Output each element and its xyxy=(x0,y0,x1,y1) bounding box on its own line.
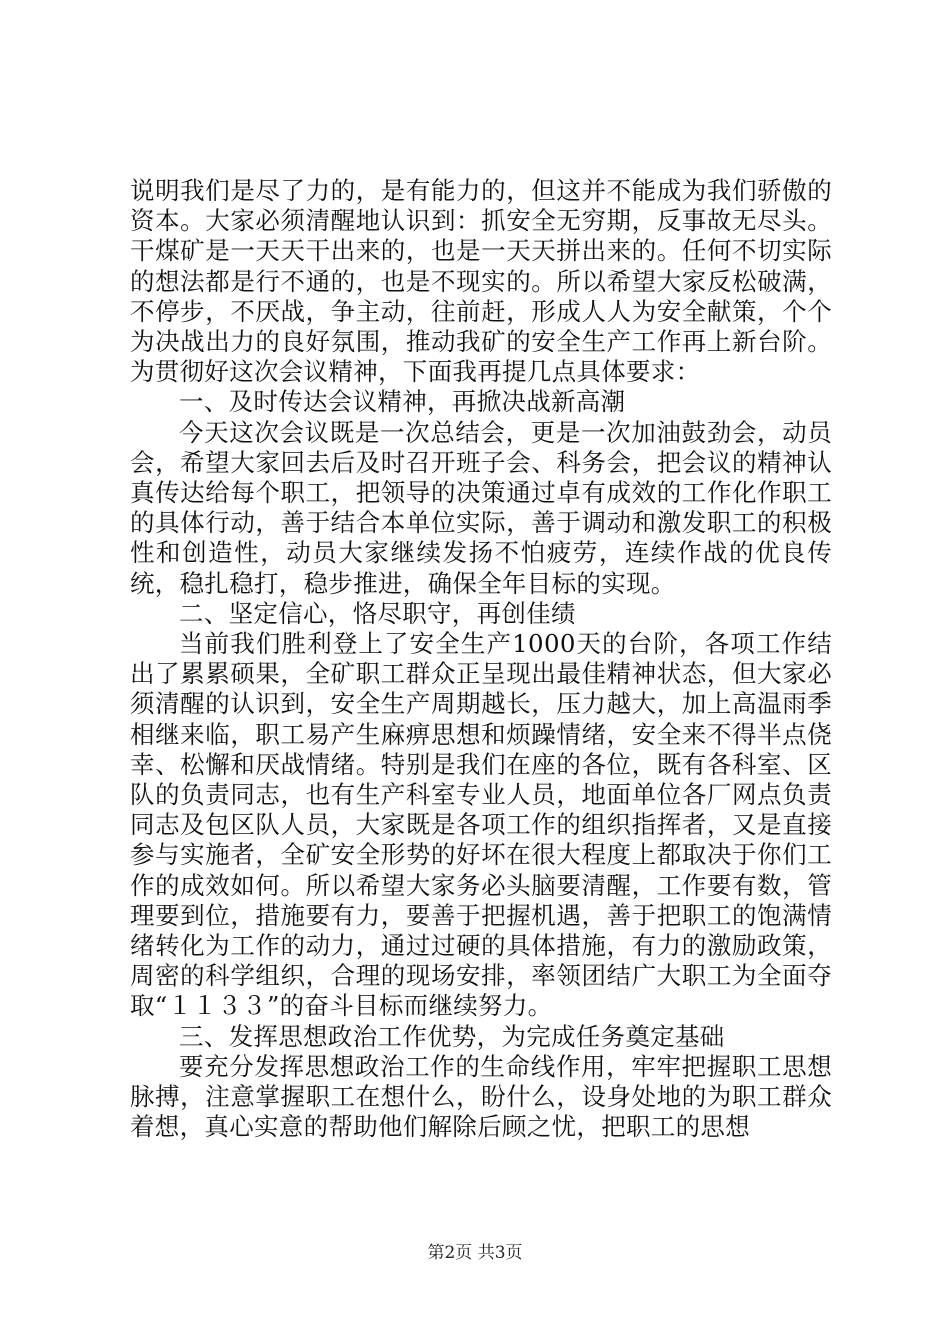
page-number-footer: 第2页 共3页 xyxy=(427,1243,523,1263)
paragraph-section-3: 要充分发挥思想政治工作的生命线作用，牢牢把握职工思想脉搏，注意掌握职工在想什么，盼什么，设身处地的为职工群众着想，真心实意的帮助他们解除后顾之忧，把职工的思想 xyxy=(130,1051,832,1142)
section-heading-3: 三、发挥思想政治工作优势，为完成任务奠定基础 xyxy=(179,1021,725,1051)
section-heading-1: 一、及时传达会议精神，再掀决战新高潮 xyxy=(179,387,626,417)
paragraph-section-2: 当前我们胜利登上了安全生产1000天的台阶，各项工作结出了累累硕果，全矿职工群众正呈现出最佳精神状态，但大家必须清醒的认识到，安全生产周期越长，压力越大，加上高温雨季相继来临，职工易产生麻痹思想和烦躁情绪，安全来不得半点侥幸、松懈和厌战情绪。特别是我们在座的各位，既有各科室、区队的负责同志，也有生产科室专业人员，地面单位各厂网点负责同志及包区队人员，大家既是各项工作的组织指挥者，又是直接参与实施者，全矿安全形势的好坏在很大程度上都取决于你们工作的成效如何。所以希望大家务必头脑要清醒，工作要有数，管理要到位，措施要有力，要善于把握机遇，善于把职工的饱满情绪转化为工作的动力，通过过硬的具体措施，有力的激励政策，周密的科学组织，合理的现场安排，率领团结广大职工为全面夺取“１１３３”的奋斗目标而继续努力。 xyxy=(130,629,832,1021)
paragraph-section-1: 今天这次会议既是一次总结会，更是一次加油鼓劲会，动员会，希望大家回去后及时召开班子会、科务会，把会议的精神认真传达给每个职工，把领导的决策通过卓有成效的工作化作职工的具体行动，善于结合本单位实际，善于调动和激发职工的积极性和创造性，动员大家继续发扬不怕疲劳，连续作战的优良传统，稳扎稳打，稳步推进，确保全年目标的实现。 xyxy=(130,417,832,598)
document-body xyxy=(130,176,832,1143)
paragraph-continuation: 说明我们是尽了力的，是有能力的，但这并不能成为我们骄傲的资本。大家必须清醒地认识到：抓安全无穷期，反事故无尽头。干煤矿是一天天干出来的，也是一天天拼出来的。任何不切实际的想法都是行不通的，也是不现实的。所以希望大家反松破满，不停步，不厌战，争主动，往前赶，形成人人为安全献策，个个为决战出力的良好氛围，推动我矿的安全生产工作再上新台阶。为贯彻好这次会议精神，下面我再提几点具体要求： xyxy=(130,176,832,387)
section-heading-2: 二、坚定信心，恪尽职守，再创佳绩 xyxy=(179,598,576,628)
